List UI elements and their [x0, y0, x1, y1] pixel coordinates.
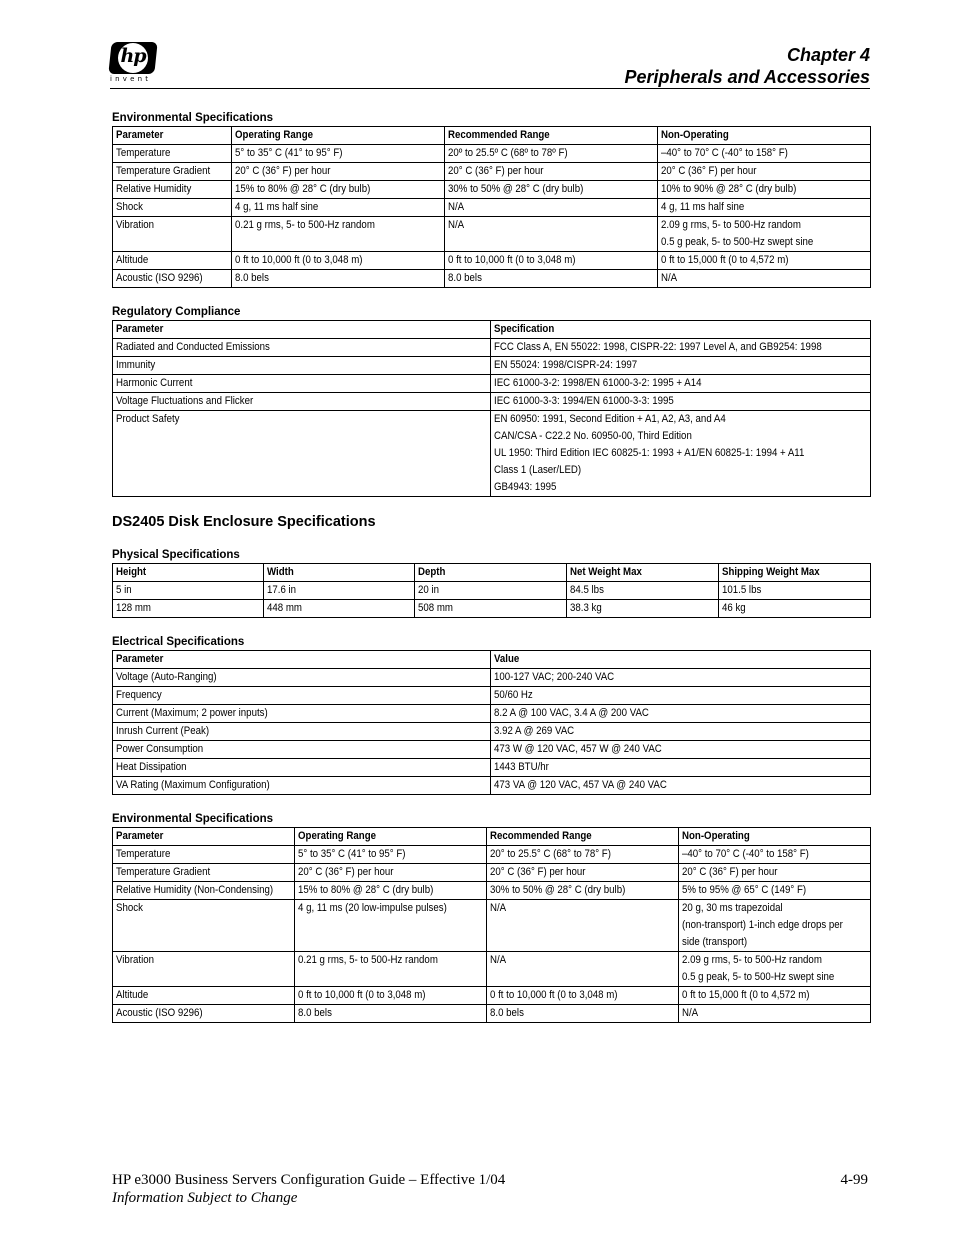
table-cell: N/A: [445, 199, 658, 217]
table-cell: IEC 61000-3-3: 1994/EN 61000-3-3: 1995: [491, 393, 871, 411]
table-cell: 128 mm: [113, 600, 264, 618]
table-cell: Temperature Gradient: [113, 163, 232, 181]
table-cell: Altitude: [113, 987, 295, 1005]
table-cell: FCC Class A, EN 55022: 1998, CISPR-22: 1997 Level A, and GB9254: 1998: [491, 339, 871, 357]
table-row: [113, 846, 871, 864]
table-cell: N/A: [487, 952, 679, 987]
table-row: [113, 987, 871, 1005]
table-cell: Acoustic (ISO 9296): [113, 270, 232, 288]
table-row: [113, 181, 871, 199]
table-cell: N/A: [679, 1005, 871, 1023]
table-cell: 0 ft to 10,000 ft (0 to 3,048 m): [487, 987, 679, 1005]
table-row: [113, 777, 871, 795]
table-cell: 20° C (36° F) per hour: [295, 864, 487, 882]
table-header-row: [113, 321, 871, 339]
table-row: [113, 357, 871, 375]
column-header: Parameter: [113, 127, 232, 145]
table-cell: 5° to 35° C (41° to 95° F): [295, 846, 487, 864]
chapter-title: Peripherals and Accessories: [624, 67, 870, 87]
table-cell: Product Safety: [113, 411, 491, 497]
table-row: [113, 687, 871, 705]
column-header: Parameter: [113, 321, 491, 339]
table-row: [113, 723, 871, 741]
table-row: [113, 339, 871, 357]
table-row: [113, 1005, 871, 1023]
page-number: 4-99: [840, 1172, 868, 1188]
table-cell: 0 ft to 10,000 ft (0 to 3,048 m): [232, 252, 445, 270]
table-cell: 4 g, 11 ms half sine: [232, 199, 445, 217]
table-row: [113, 741, 871, 759]
table-cell: 20° to 25.5° C (68° to 78° F): [487, 846, 679, 864]
table-cell: Harmonic Current: [113, 375, 491, 393]
column-header: Shipping Weight Max: [719, 564, 871, 582]
env-spec-table-1: [112, 126, 871, 288]
table-cell: Immunity: [113, 357, 491, 375]
table-row: [113, 270, 871, 288]
table-cell: 100-127 VAC; 200-240 VAC: [491, 669, 871, 687]
table-cell: 2.09 g rms, 5- to 500-Hz random 0.5 g peak, 5- to 500-Hz swept sine: [679, 952, 871, 987]
table-cell: Voltage Fluctuations and Flicker: [113, 393, 491, 411]
table-cell: 5° to 35° C (41° to 95° F): [232, 145, 445, 163]
table-row: [113, 582, 871, 600]
table-cell: 3.92 A @ 269 VAC: [491, 723, 871, 741]
column-header: Recommended Range: [445, 127, 658, 145]
table-cell: 50/60 Hz: [491, 687, 871, 705]
table-row: [113, 669, 871, 687]
header-divider: [110, 88, 870, 89]
column-header: Recommended Range: [487, 828, 679, 846]
table-cell: 5 in: [113, 582, 264, 600]
table-row: [113, 705, 871, 723]
table-cell: 17.6 in: [264, 582, 415, 600]
table-cell: EN 55024: 1998/CISPR-24: 1997: [491, 357, 871, 375]
table-cell: 46 kg: [719, 600, 871, 618]
table-row: [113, 393, 871, 411]
table-cell: 0 ft to 10,000 ft (0 to 3,048 m): [445, 252, 658, 270]
table-cell: 30% to 50% @ 28° C (dry bulb): [445, 181, 658, 199]
table-cell: 4 g, 11 ms half sine: [658, 199, 871, 217]
table-cell: Inrush Current (Peak): [113, 723, 491, 741]
table-cell: 0 ft to 15,000 ft (0 to 4,572 m): [658, 252, 871, 270]
table-row: [113, 900, 871, 952]
column-header: Non-Operating: [679, 828, 871, 846]
table-cell: –40° to 70° C (-40° to 158° F): [679, 846, 871, 864]
column-header: Operating Range: [295, 828, 487, 846]
table-header-row: [113, 127, 871, 145]
table-cell: 20° C (36° F) per hour: [445, 163, 658, 181]
env-spec-section-1: [112, 111, 870, 288]
regulatory-section: [112, 305, 870, 497]
table-cell: Temperature: [113, 145, 232, 163]
footer-subtitle: Information Subject to Change: [112, 1190, 298, 1206]
column-header: Depth: [415, 564, 567, 582]
table-row: [113, 882, 871, 900]
table-cell: 15% to 80% @ 28° C (dry bulb): [295, 882, 487, 900]
chapter-heading: [625, 44, 870, 88]
table-cell: 473 W @ 120 VAC, 457 W @ 240 VAC: [491, 741, 871, 759]
table-cell: 15% to 80% @ 28° C (dry bulb): [232, 181, 445, 199]
table-cell: Heat Dissipation: [113, 759, 491, 777]
table-caption: Electrical Specifications: [112, 636, 245, 648]
column-header: Specification: [491, 321, 871, 339]
table-cell: 2.09 g rms, 5- to 500-Hz random 0.5 g peak, 5- to 500-Hz swept sine: [658, 217, 871, 252]
env-spec-table-2: [112, 827, 871, 1023]
table-cell: 1443 BTU/hr: [491, 759, 871, 777]
table-row: [113, 145, 871, 163]
table-cell: Temperature: [113, 846, 295, 864]
table-cell: 5% to 95% @ 65° C (149° F): [679, 882, 871, 900]
column-header: Height: [113, 564, 264, 582]
table-cell: Power Consumption: [113, 741, 491, 759]
table-row: [113, 864, 871, 882]
table-row: [113, 252, 871, 270]
table-cell: 10% to 90% @ 28° C (dry bulb): [658, 181, 871, 199]
table-header-row: [113, 564, 871, 582]
table-row: [113, 199, 871, 217]
table-cell: Temperature Gradient: [113, 864, 295, 882]
table-cell: Altitude: [113, 252, 232, 270]
table-cell: 20° C (36° F) per hour: [487, 864, 679, 882]
column-header: Net Weight Max: [567, 564, 719, 582]
column-header: Value: [491, 651, 871, 669]
table-cell: 20° C (36° F) per hour: [658, 163, 871, 181]
column-header: Non-Operating: [658, 127, 871, 145]
table-row: [113, 217, 871, 252]
table-cell: 0.21 g rms, 5- to 500-Hz random: [232, 217, 445, 252]
table-caption: Environmental Specifications: [112, 112, 274, 124]
column-header: Operating Range: [232, 127, 445, 145]
table-cell: 473 VA @ 120 VAC, 457 VA @ 240 VAC: [491, 777, 871, 795]
env-spec-section-2: [112, 812, 870, 1023]
table-cell: 4 g, 11 ms (20 low-impulse pulses): [295, 900, 487, 952]
table-caption: Physical Specifications: [112, 549, 240, 561]
table-cell: 20 g, 30 ms trapezoidal (non-transport) 1-inch edge drops per side (transport): [679, 900, 871, 952]
table-cell: 0.21 g rms, 5- to 500-Hz random: [295, 952, 487, 987]
footer: [112, 1171, 505, 1207]
chapter-number: Chapter 4: [786, 45, 870, 65]
hp-logo: hp invent: [110, 42, 158, 86]
column-header: Parameter: [113, 651, 491, 669]
regulatory-table: [112, 320, 871, 497]
table-cell: N/A: [445, 217, 658, 252]
table-cell: N/A: [658, 270, 871, 288]
table-cell: Frequency: [113, 687, 491, 705]
electrical-spec-section: [112, 635, 870, 795]
table-cell: –40° to 70° C (-40° to 158° F): [658, 145, 871, 163]
table-row: [113, 759, 871, 777]
table-cell: Voltage (Auto-Ranging): [113, 669, 491, 687]
table-cell: 38.3 kg: [567, 600, 719, 618]
table-cell: Radiated and Conducted Emissions: [113, 339, 491, 357]
table-row: [113, 375, 871, 393]
electrical-spec-table: [112, 650, 871, 795]
table-cell: 8.0 bels: [232, 270, 445, 288]
table-row: [113, 600, 871, 618]
table-cell: 20º to 25.5º C (68º to 78º F): [445, 145, 658, 163]
physical-spec-table: [112, 563, 871, 618]
table-cell: Vibration: [113, 217, 232, 252]
table-cell: Current (Maximum; 2 power inputs): [113, 705, 491, 723]
table-cell: 0 ft to 15,000 ft (0 to 4,572 m): [679, 987, 871, 1005]
table-cell: 101.5 lbs: [719, 582, 871, 600]
table-row: [113, 411, 871, 497]
table-cell: EN 60950: 1991, Second Edition + A1, A2, A3, and A4 CAN/CSA - C22.2 No. 60950-00, Third Edition UL 1950: Third Edition IEC 60825-1: 1993 + A1/EN 60825-1: 1994 + A11 Class 1 (Laser/LED) GB4943: 1995: [491, 411, 871, 497]
table-caption: Regulatory Compliance: [112, 306, 241, 318]
table-cell: 20° C (36° F) per hour: [232, 163, 445, 181]
table-cell: 84.5 lbs: [567, 582, 719, 600]
table-cell: Shock: [113, 900, 295, 952]
table-cell: Relative Humidity (Non-Condensing): [113, 882, 295, 900]
table-cell: VA Rating (Maximum Configuration): [113, 777, 491, 795]
table-cell: 8.2 A @ 100 VAC, 3.4 A @ 200 VAC: [491, 705, 871, 723]
table-cell: 8.0 bels: [445, 270, 658, 288]
table-cell: Relative Humidity: [113, 181, 232, 199]
table-cell: Acoustic (ISO 9296): [113, 1005, 295, 1023]
table-cell: N/A: [487, 900, 679, 952]
section-title: DS2405 Disk Enclosure Specifications: [112, 514, 376, 530]
table-cell: 30% to 50% @ 28° C (dry bulb): [487, 882, 679, 900]
column-header: Parameter: [113, 828, 295, 846]
table-header-row: [113, 651, 871, 669]
table-cell: 8.0 bels: [487, 1005, 679, 1023]
table-cell: 8.0 bels: [295, 1005, 487, 1023]
table-row: [113, 952, 871, 987]
footer-title: HP e3000 Business Servers Configuration Guide – Effective 1/04: [112, 1172, 506, 1188]
table-cell: 448 mm: [264, 600, 415, 618]
column-header: Width: [264, 564, 415, 582]
table-row: [113, 163, 871, 181]
table-cell: Vibration: [113, 952, 295, 987]
table-cell: Shock: [113, 199, 232, 217]
table-cell: 508 mm: [415, 600, 567, 618]
table-cell: 20 in: [415, 582, 567, 600]
table-cell: 20° C (36° F) per hour: [679, 864, 871, 882]
table-cell: 0 ft to 10,000 ft (0 to 3,048 m): [295, 987, 487, 1005]
physical-spec-section: [112, 548, 870, 618]
table-header-row: [113, 828, 871, 846]
table-cell: IEC 61000-3-2: 1998/EN 61000-3-2: 1995 + A14: [491, 375, 871, 393]
table-caption: Environmental Specifications: [112, 813, 274, 825]
